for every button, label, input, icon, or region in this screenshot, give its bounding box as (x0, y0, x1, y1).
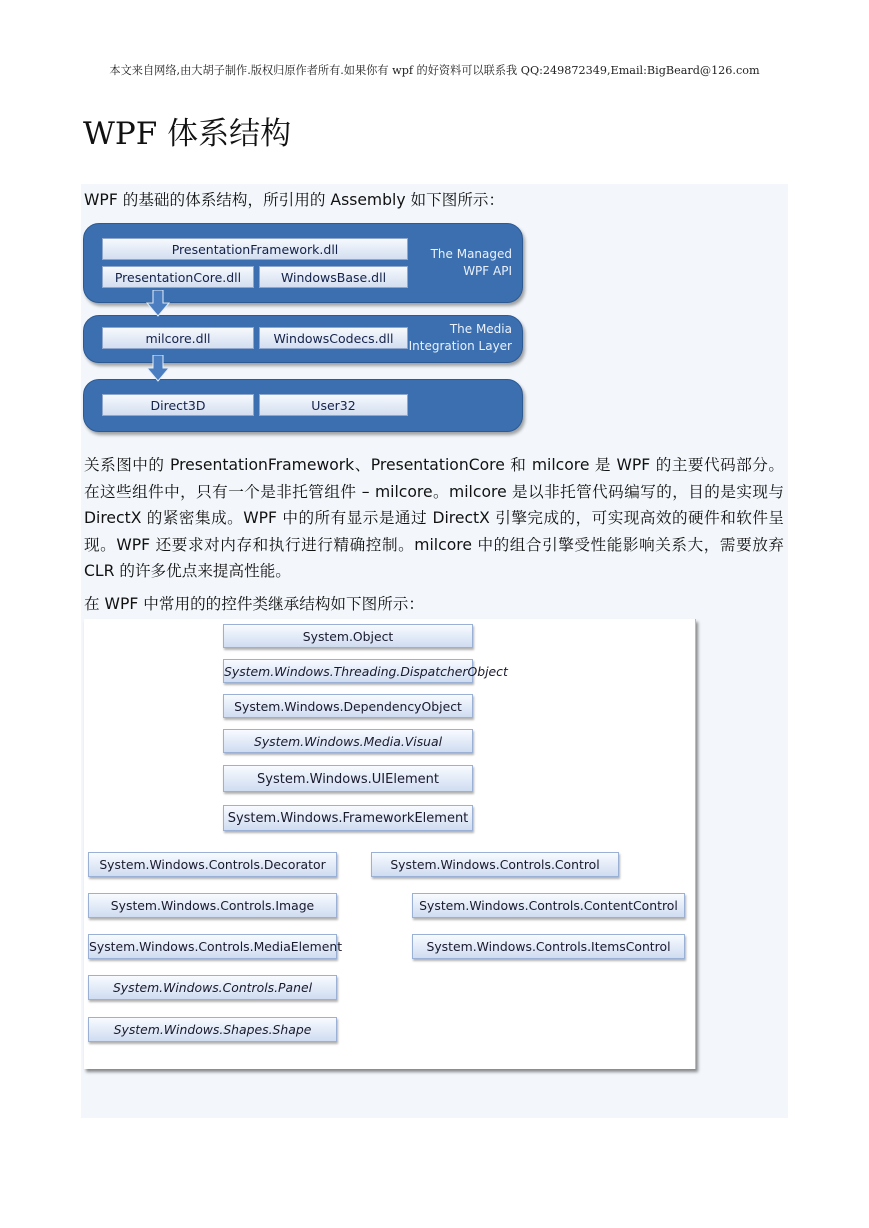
class-box-image: System.Windows.Controls.Image (88, 893, 337, 918)
down-arrow-icon (146, 290, 170, 317)
class-box-dependencyobject: System.Windows.DependencyObject (223, 694, 473, 718)
presentationframework-box: PresentationFramework.dll (102, 238, 408, 260)
class-hierarchy-diagram (84, 619, 696, 1069)
intro-text: WPF 的基础的体系结构，所引用的 Assembly 如下图所示： (84, 191, 505, 209)
class-box-object: System.Object (223, 624, 473, 648)
class-box-frameworkelement: System.Windows.FrameworkElement (223, 805, 473, 831)
presentationcore-box: PresentationCore.dll (102, 266, 254, 288)
class-box-decorator: System.Windows.Controls.Decorator (88, 852, 337, 877)
down-arrow-icon (146, 355, 170, 382)
intro2-text: 在 WPF 中常用的的控件类继承结构如下图所示： (84, 595, 424, 613)
user32-box: User32 (259, 394, 408, 416)
class-box-itemscontrol: System.Windows.Controls.ItemsControl (412, 934, 685, 959)
architecture-diagram (83, 221, 525, 434)
class-box-shape: System.Windows.Shapes.Shape (88, 1017, 337, 1042)
os-layer (83, 379, 523, 432)
managed-layer-label: The Managed WPF API (430, 247, 512, 278)
class-box-control: System.Windows.Controls.Control (371, 852, 619, 877)
class-box-panel: System.Windows.Controls.Panel (88, 975, 337, 1000)
description-paragraph: 关系图中的 PresentationFramework、PresentationCore 和 milcore 是 WPF 的主要代码部分。在这些组件中，只有一个是非托管组件 – milcore。milcore 是以非托管代码编写的，目的是实现与 DirectX 的紧密集成。WPF 中的所有显示是通过 DirectX 引擎完成的，可实现高效的硬件和软件呈现。WPF 还要求对内存和执行进行精确控制。milcore 中的组合引擎受性能影响关系大，需要放弃 CLR 的许多优点来提高性能。 (84, 456, 784, 580)
windowsbase-box: WindowsBase.dll (259, 266, 408, 288)
media-layer-label: The Media Integration Layer (408, 322, 512, 353)
class-box-mediaelement: System.Windows.Controls.MediaElement (88, 934, 337, 959)
class-box-contentcontrol: System.Windows.Controls.ContentControl (412, 893, 685, 918)
windowscodecs-box: WindowsCodecs.dll (259, 327, 408, 349)
milcore-box: milcore.dll (102, 327, 254, 349)
page-header: 本文来自网络,由大胡子制作.版权归原作者所有.如果你有 wpf 的好资料可以联系我 QQ:249872349,Email:BigBeard@126.com (109, 64, 760, 77)
class-box-visual: System.Windows.Media.Visual (223, 729, 473, 753)
page-title: WPF 体系结构 (83, 116, 292, 152)
direct3d-box: Direct3D (102, 394, 254, 416)
class-box-uielement: System.Windows.UIElement (223, 765, 473, 792)
class-box-dispatcherobject: System.Windows.Threading.DispatcherObject (223, 659, 473, 683)
